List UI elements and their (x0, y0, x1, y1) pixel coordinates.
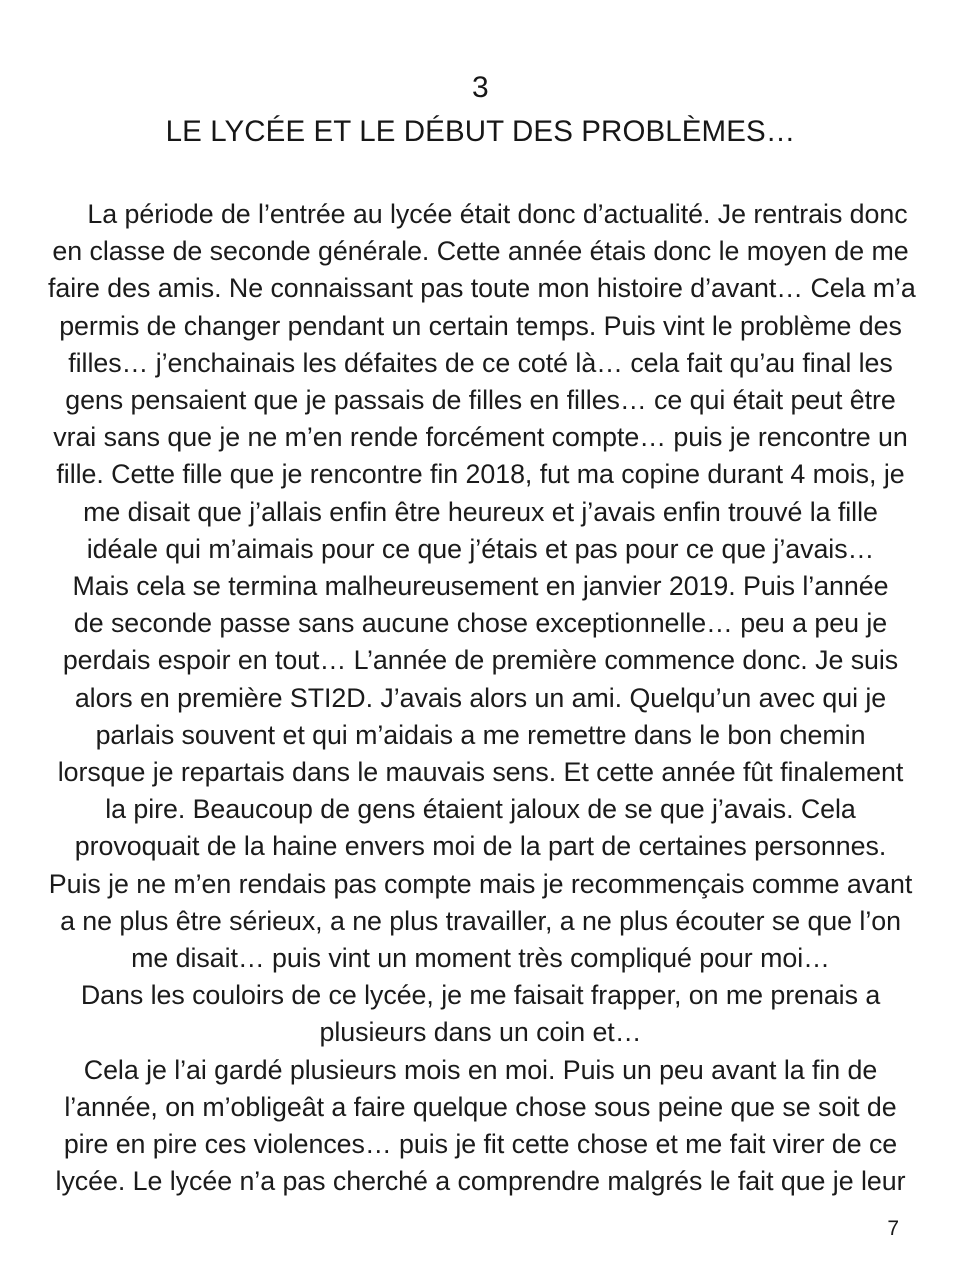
body-line: me disait… puis vint un moment très compliqué pour moi… (131, 943, 830, 974)
body-line: Dans les couloirs de ce lycée, je me faisait frapper, on me prenais a (80, 980, 881, 1011)
body-line: de seconde passe sans aucune chose exceptionnelle… peu a peu je (73, 608, 888, 639)
body-line: faire des amis. Ne connaissant pas toute mon histoire d’avant… Cela m’a (48, 273, 916, 304)
body-line: provoquait de la haine envers moi de la part de certaines personnes. (74, 831, 887, 862)
body-line: permis de changer pendant un certain temps. Puis vint le problème des (59, 310, 902, 341)
body-line: alors en première STI2D. J’avais alors un ami. Quelqu’un avec qui je (74, 682, 887, 713)
body-text (48, 196, 916, 1200)
body-line: lycée. Le lycée n’a pas cherché a comprendre malgrés le fait que je leur (55, 1166, 906, 1197)
body-line: Mais cela se termina malheureusement en janvier 2019. Puis l’année (72, 571, 889, 602)
body-line: idéale qui m’aimais pour ce que j’étais et pas pour ce que j’avais… (86, 533, 875, 564)
body-line: en classe de seconde générale. Cette année étais donc le moyen de me (52, 236, 909, 267)
body-line: fille. Cette fille que je rencontre fin 2018, fut ma copine durant 4 mois, je (56, 459, 905, 490)
body-line: a ne plus être sérieux, a ne plus travailler, a ne plus écouter se que l’on (60, 905, 901, 936)
body-line: Puis je ne m’en rendais pas compte mais je recommençais comme avant (48, 868, 913, 899)
body-line: filles… j’enchainais les défaites de ce coté là… cela fait qu’au final les (68, 347, 893, 378)
body-line: La période de l’entrée au lycée était donc d’actualité. Je rentrais donc (87, 199, 908, 229)
body-line: parlais souvent et qui m’aidais a me remettre dans le bon chemin (95, 719, 866, 750)
body-line: me disait que j’allais enfin être heureux et j’avais enfin trouvé la fille (83, 496, 878, 527)
body-line: perdais espoir en tout… L’année de première commence donc. Je suis (62, 645, 899, 676)
chapter-title: LE LYCÉE ET LE DÉBUT DES PROBLÈMES… (165, 115, 796, 148)
body-line: pire en pire ces violences… puis je fit cette chose et me fait virer de ce (63, 1129, 898, 1160)
body-line: gens pensaient que je passais de filles en filles… ce qui était peut être (65, 385, 896, 416)
body-line: l’année, on m’obligeât a faire quelque chose sous peine que se soit de (64, 1091, 897, 1122)
page-number: 7 (887, 1217, 899, 1240)
chapter-heading (0, 66, 961, 154)
body-line: Cela je l’ai gardé plusieurs mois en moi. Puis un peu avant la fin de (83, 1054, 878, 1085)
body-line: lorsque je repartais dans le mauvais sens. Et cette année fût finalement (57, 757, 904, 788)
body-line: vrai sans que je ne m’en rende forcément compte… puis je rencontre un (53, 422, 908, 453)
chapter-number: 3 (472, 71, 489, 104)
body-line: la pire. Beaucoup de gens étaient jaloux de se que j’avais. Cela (105, 794, 856, 825)
body-line: plusieurs dans un coin et… (319, 1017, 642, 1048)
